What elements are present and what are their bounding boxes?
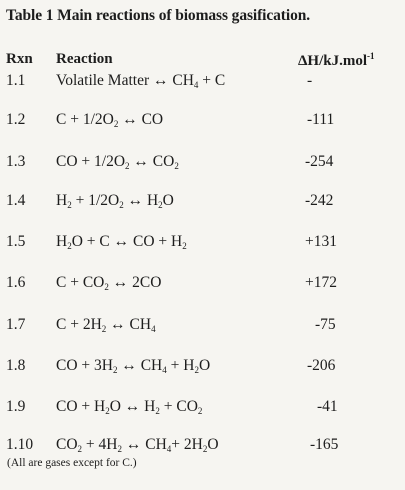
table-row	[0, 111, 405, 131]
reaction-equation: Volatile Matter ↔ $CH_4 + C$	[56, 72, 226, 90]
reaction-equation: CO + $3H_2$ ↔ $CH_4 + H_2O$	[56, 357, 211, 375]
table-row	[0, 72, 405, 92]
reaction-enthalpy: -	[307, 72, 313, 89]
reaction-number: 1.9	[6, 398, 26, 415]
header-enthalpy	[298, 51, 375, 70]
reaction-number: 1.5	[6, 233, 26, 250]
table-row	[0, 192, 405, 212]
table-row	[0, 436, 405, 456]
header-enthalpy-label: ΔH/kJ.mol	[298, 53, 367, 69]
header-rxn: Rxn	[6, 51, 33, 67]
reaction-equation: $C + CO_2$ ↔ 2CO	[56, 274, 162, 292]
reaction-equation: $H_2O + C$ ↔ CO + $H_2$	[56, 233, 187, 251]
table-row	[0, 153, 405, 173]
reaction-number: 1.4	[6, 192, 26, 209]
reaction-number: 1.10	[6, 436, 34, 453]
reaction-enthalpy: -111	[307, 111, 335, 128]
reaction-enthalpy: +172	[305, 274, 337, 291]
reaction-enthalpy: +131	[305, 233, 337, 250]
reaction-number: 1.7	[6, 316, 26, 333]
reaction-equation: $H_2 + 1/2O_2$ ↔ $H_2O$	[56, 192, 174, 210]
reaction-enthalpy: -242	[305, 192, 334, 209]
table-row	[0, 398, 405, 418]
reaction-equation: CO + $H_2O$ ↔ $H_2 + CO_2$	[56, 398, 203, 416]
table-row	[0, 357, 405, 377]
reaction-number: 1.3	[6, 153, 26, 170]
table-row	[0, 233, 405, 253]
reaction-enthalpy: -206	[307, 357, 336, 374]
table-row	[0, 274, 405, 294]
table-footnote: (All are gases except for C.)	[7, 457, 137, 469]
reaction-equation: $C + 2H_2$ ↔ $CH_4$	[56, 316, 156, 334]
reaction-number: 1.8	[6, 357, 26, 374]
reaction-number: 1.2	[6, 111, 26, 128]
header-enthalpy-exponent: -1	[367, 51, 375, 61]
reaction-number: 1.6	[6, 274, 26, 291]
reaction-equation: $C + 1/2O_2$ ↔ CO	[56, 111, 164, 129]
reaction-enthalpy: -75	[315, 316, 336, 333]
reaction-enthalpy: -254	[305, 153, 334, 170]
reaction-number: 1.1	[6, 72, 26, 89]
table-row	[0, 316, 405, 336]
reaction-equation: CO + $1/2O_2$ ↔ $CO_2$	[56, 153, 179, 171]
reaction-equation: $CO_2 + 4H_2$ ↔ $CH_4+ 2H_2O$	[56, 436, 219, 454]
reaction-enthalpy: -165	[310, 436, 339, 453]
table-title: Table 1 Main reactions of biomass gasification.	[6, 7, 311, 24]
header-reaction: Reaction	[56, 51, 113, 67]
reaction-enthalpy: -41	[317, 398, 338, 415]
